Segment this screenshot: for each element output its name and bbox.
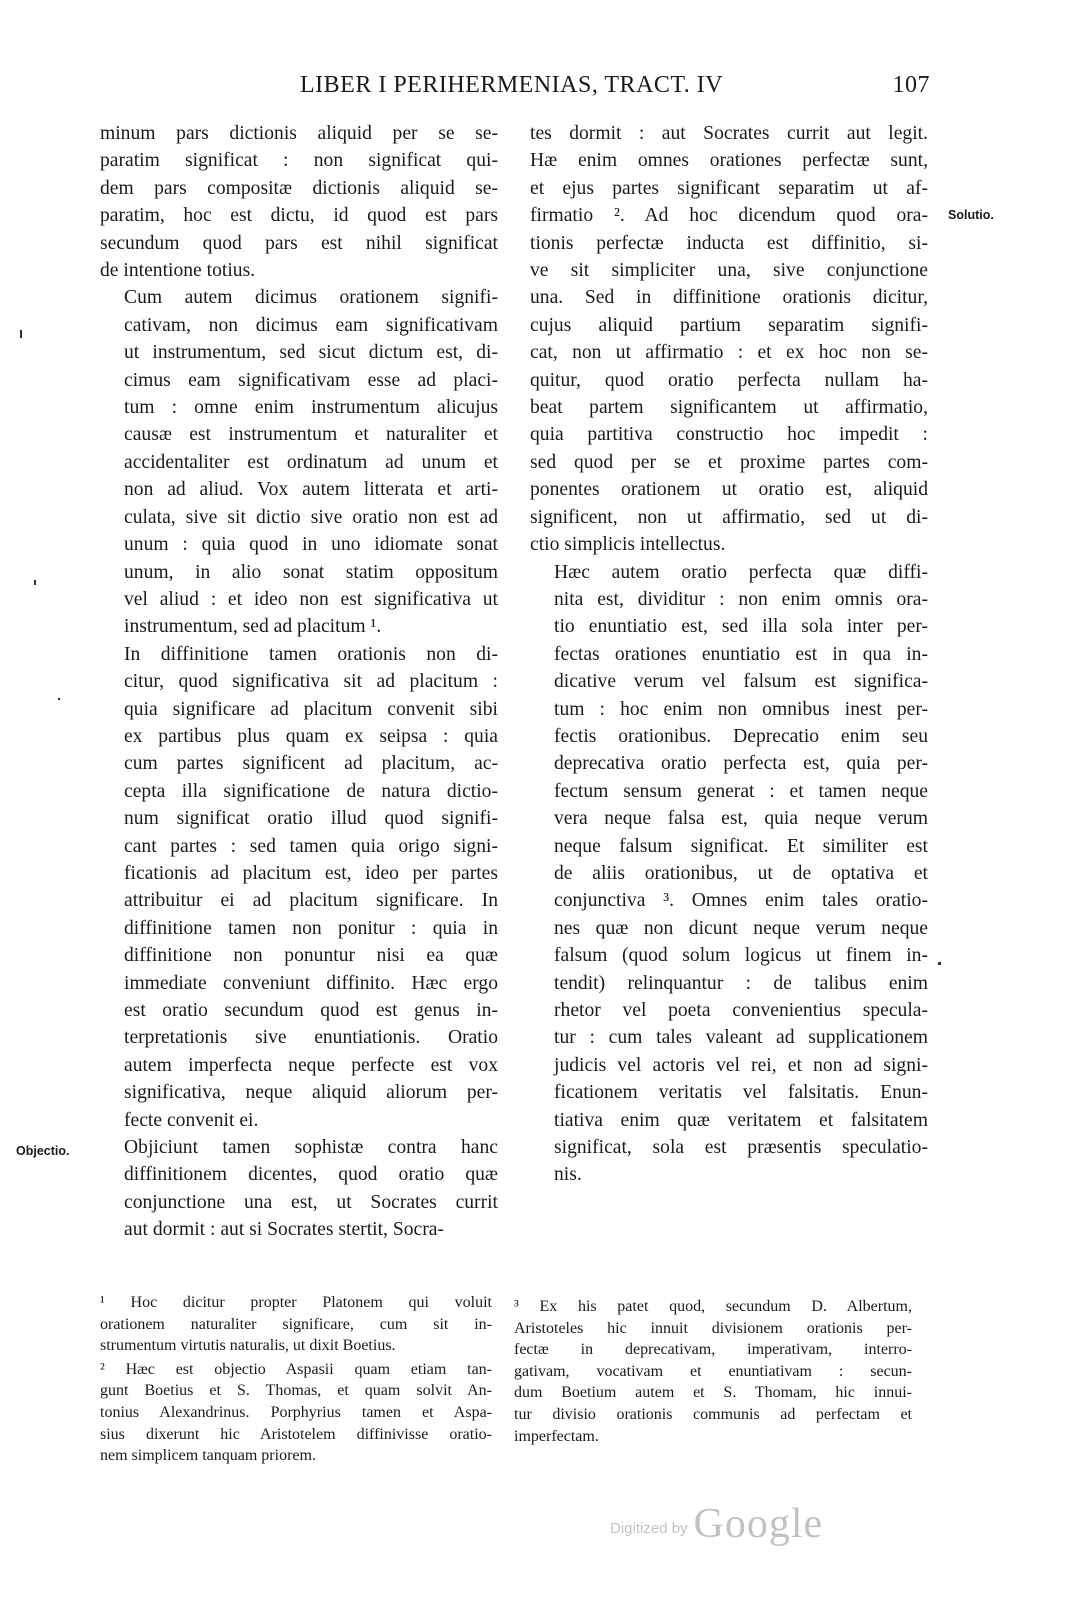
text-line: falsum (quod solum logicus ut finem in-	[554, 945, 928, 967]
text-line: In diffinitione tamen orationis non di-	[124, 643, 498, 665]
text-line: immediate conveniunt diffinito. Hæc ergo	[124, 972, 498, 994]
text-line: significat, sola est præsentis speculatio-	[554, 1137, 928, 1159]
text-line: tio enuntiatio est, sed illa sola inter per-	[554, 616, 928, 638]
text-line: Hæ enim omnes orationes perfectæ sunt,	[530, 150, 928, 172]
text-line: sius dixerunt hic Aristotelem diffinivisse oratio-	[100, 1425, 492, 1443]
text-line: ficationis ad placitum est, ideo per partes	[124, 862, 498, 884]
text-line: tionis perfectæ inducta est diffinitio, si-	[530, 232, 928, 254]
text-line: orationem naturaliter significare, cum sit in-	[100, 1315, 492, 1333]
text-line: significativa, neque aliquid aliorum per-	[124, 1082, 498, 1104]
text-line: judicis vel actoris vel rei, et non ad signi-	[554, 1054, 928, 1076]
footnotes-right	[514, 1296, 912, 1449]
digitization-watermark	[610, 1500, 823, 1550]
text-line: strumentum virtutis naturalis, ut dixit Boetius.	[100, 1337, 396, 1355]
text-line: conjunctione una est, ut Socrates currit	[124, 1191, 498, 1213]
text-line: cum partes significent ad placitum, ac-	[124, 753, 498, 775]
text-line: sed quod per se et proxime partes com-	[530, 451, 928, 473]
text-line: tiativa enim quæ veritatem et falsitatem	[554, 1109, 928, 1131]
text-line: culata, sive sit dictio sive oratio non est ad	[124, 506, 498, 528]
text-line: ut instrumentum, sed sicut dictum est, di-	[124, 342, 498, 364]
text-line: quia partitiva constructio hoc impedit :	[530, 424, 928, 446]
text-line: cimus eam significativam esse ad placi-	[124, 369, 498, 391]
text-line: paratim, hoc est dictu, id quod est pars	[100, 205, 498, 227]
text-line: Objiciunt tamen sophistæ contra hanc	[124, 1137, 498, 1159]
text-line: imperfectam.	[514, 1427, 599, 1445]
text-line: cepta illa significatione de natura dictio-	[124, 780, 498, 802]
text-line: fectæ in deprecativam, imperativam, interro-	[514, 1341, 912, 1359]
text-line: Aristoteles hic innuit divisionem orationis per-	[514, 1319, 912, 1337]
text-line: ³ Ex his patet quod, secundum D. Albertum,	[514, 1298, 912, 1315]
scan-speck	[34, 580, 36, 585]
text-line: fectas orationes enuntiatio est in qua in-	[554, 643, 928, 665]
paragraph	[530, 120, 928, 559]
paragraph	[100, 120, 498, 284]
text-line: citur, quod significativa sit ad placitum :	[124, 671, 498, 693]
paragraph	[100, 284, 498, 640]
running-header	[300, 72, 930, 106]
text-line: cat, non ut affirmatio : et ex hoc non se-	[530, 342, 928, 364]
text-line: Hæc autem oratio perfecta quæ diffi-	[554, 561, 928, 583]
margin-note-objectio: Objectio.	[16, 1144, 70, 1158]
page-number: 107	[892, 72, 930, 98]
paragraph	[100, 1134, 498, 1244]
text-line: est oratio secundum quod est genus in-	[124, 1000, 498, 1021]
paragraph	[100, 641, 498, 1134]
text-line: ex partibus plus quam ex seipsa : quia	[124, 725, 498, 747]
text-line: autem imperfecta neque perfecte est vox	[124, 1054, 498, 1076]
text-line: ficationem veritatis vel falsitatis. Enun-	[554, 1082, 928, 1104]
text-line: deprecativa oratio perfecta est, quia per-	[554, 753, 928, 775]
text-line: tur : cum tales valeant ad supplicationem	[554, 1027, 928, 1049]
text-line: fectum sensum generat : et tamen neque	[554, 780, 928, 802]
text-line: ponentes orationem ut oratio est, aliquid	[530, 479, 928, 501]
text-line: de aliis orationibus, ut de optativa et	[554, 862, 928, 884]
running-title: LIBER I PERIHERMENIAS, TRACT. IV	[300, 72, 724, 98]
text-line: tonius Alexandrinus. Porphyrius tamen et Aspa-	[100, 1403, 492, 1421]
text-line: aut dormit : aut si Socrates stertit, Socra-	[124, 1219, 444, 1241]
right-text-column	[530, 120, 928, 1189]
text-line: cujus aliquid partium separatim signifi-	[530, 314, 928, 336]
text-line: cativam, non dicimus eam significativam	[124, 314, 498, 336]
paragraph	[100, 1292, 492, 1357]
text-line: secundum quod pars est nihil significat	[100, 232, 498, 254]
scan-speck	[938, 962, 941, 965]
text-line: accidentaliter est ordinatum ad unum et	[124, 451, 498, 473]
paragraph	[514, 1296, 912, 1447]
text-line: attribuitur ei ad placitum significare. In	[124, 890, 498, 912]
text-line: nita est, dividitur : non enim omnis ora-	[554, 588, 928, 610]
text-line: tum : omne enim instrumentum alicujus	[124, 397, 498, 419]
text-line: causæ est instrumentum et naturaliter et	[124, 424, 498, 446]
text-line: Cum autem dicimus orationem signifi-	[124, 287, 498, 309]
text-line: de intentione totius.	[100, 260, 256, 282]
footnotes-left	[100, 1292, 492, 1469]
text-line: significent, non ut affirmatio, sed ut di-	[530, 506, 928, 528]
text-line: tendit) relinquantur : de talibus enim	[554, 972, 928, 994]
text-line: unum, in alio sonat statim oppositum	[124, 561, 498, 583]
text-line: non ad aliud. Vox autem litterata et arti-	[124, 479, 498, 501]
text-line: ² Hæc est objectio Aspasii quam etiam tan-	[100, 1360, 492, 1378]
text-line: tur divisio orationis communis ad perfectam et	[514, 1405, 912, 1423]
text-line: neque falsum significat. Et similiter est	[554, 835, 928, 857]
text-line: una. Sed in diffinitione orationis dicitur,	[530, 287, 928, 309]
text-line: dum Boetium autem et S. Thomam, hic innui-	[514, 1384, 912, 1402]
paragraph	[100, 1359, 492, 1467]
watermark-brand-logo: Google	[693, 1501, 824, 1547]
text-line: ve sit simpliciter una, sive conjunctione	[530, 260, 928, 282]
text-line: quitur, quod oratio perfecta nullam ha-	[530, 369, 928, 391]
text-line: et ejus partes significant separatim ut af-	[530, 177, 928, 199]
scan-speck	[20, 330, 22, 338]
text-line: tes dormit : aut Socrates currit aut legit.	[530, 123, 928, 144]
text-line: cant partes : sed tamen quia origo signi-	[124, 835, 498, 857]
text-line: nis.	[554, 1164, 582, 1186]
text-line: vel aliud : et ideo non est significativa ut	[124, 588, 498, 610]
text-line: minum pars dictionis aliquid per se se-	[100, 123, 498, 144]
margin-note-solutio: Solutio.	[948, 208, 994, 222]
text-line: nes quæ non dicunt neque verum neque	[554, 917, 928, 939]
text-line: firmatio ². Ad hoc dicendum quod ora-	[530, 205, 928, 227]
text-line: diffinitione non ponuntur nisi ea quæ	[124, 945, 498, 967]
text-line: ¹ Hoc dicitur propter Platonem qui voluit	[100, 1294, 492, 1311]
scan-speck	[58, 698, 60, 700]
text-line: gativam, vocativam et enuntiativam : secun-	[514, 1362, 912, 1380]
text-line: dicative verum vel falsum est significa-	[554, 671, 928, 693]
text-line: paratim significat : non significat qui-	[100, 150, 498, 172]
paragraph	[530, 559, 928, 1189]
text-line: beat partem significantem ut affirmatio,	[530, 397, 928, 419]
text-line: diffinitionem dicentes, quod oratio quæ	[124, 1164, 498, 1186]
text-line: quia significare ad placitum convenit sibi	[124, 698, 498, 720]
text-line: gunt Boetius et S. Thomas, et quam solvit An-	[100, 1382, 492, 1400]
text-line: vera neque falsa est, quia neque verum	[554, 808, 928, 830]
text-line: fectis orationibus. Deprecatio enim seu	[554, 725, 928, 747]
text-line: unum : quia quod in uno idiomate sonat	[124, 534, 498, 556]
text-line: rhetor vel poeta convenientius specula-	[554, 1000, 928, 1021]
text-line: ctio simplicis intellectus.	[530, 534, 726, 556]
text-line: instrumentum, sed ad placitum ¹.	[124, 616, 382, 638]
left-text-column	[100, 120, 498, 1244]
text-line: diffinitione tamen non ponitur : quia in	[124, 917, 498, 939]
text-line: num significat oratio illud quod signifi-	[124, 808, 498, 830]
text-line: conjunctiva ³. Omnes enim tales oratio-	[554, 890, 928, 912]
text-line: fecte convenit ei.	[124, 1109, 259, 1131]
text-line: tum : hoc enim non omnibus inest per-	[554, 698, 928, 720]
watermark-prefix: Digitized by	[610, 1520, 688, 1537]
text-line: dem pars compositæ dictionis aliquid se-	[100, 177, 498, 199]
text-line: terpretationis sive enuntiationis. Oratio	[124, 1027, 498, 1049]
text-line: nem simplicem tanquam priorem.	[100, 1447, 316, 1465]
